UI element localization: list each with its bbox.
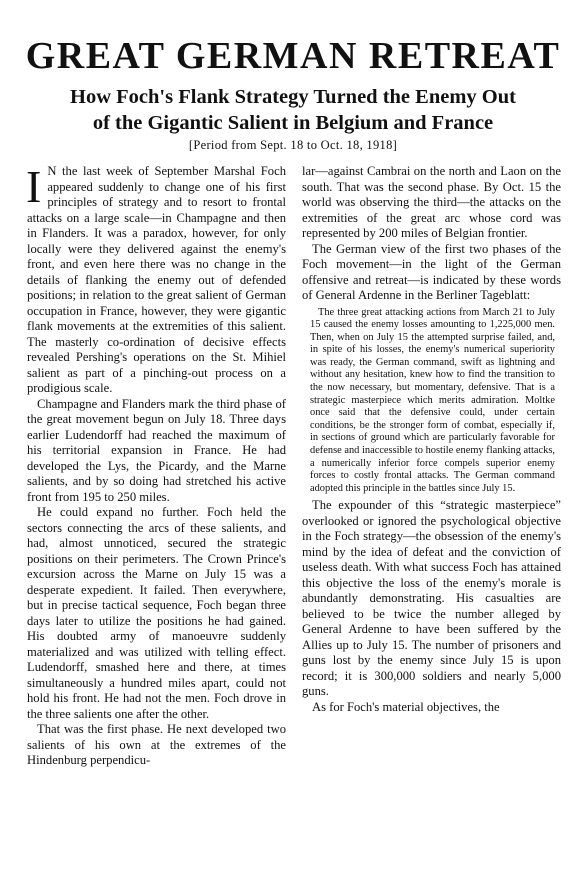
paragraph-1-text: N the last week of September Marshal Foch appeared suddenly to change one of his first principles of strategy and to resort to frontal attacks on a large scale—in Champagne and then in Flanders. It was a paradox, however, for only locally were they delivered against the enemy's front, and even here there was no change in the details of flanking the enemy out of defended positions; in relation to the great salient of German occupation in France, however, they were gigantic flank movements at the extremities of this salient. The masterly co-ordination of decisive effects revealed Pershing's operations on the St. Mihiel salient as part of a pinching-out process on a prodigious scale.: [27, 164, 286, 395]
paragraph-2: Champagne and Flanders mark the third phase of the great movement begun on July 18. Three days earlier Ludendorff had reached the maximum of his territorial expansion in France. He had developed the Lys, the Picardy, and the Marne salients, and by so doing had stretched his active front from 195 to 250 miles.: [27, 396, 286, 504]
paragraph-6: The German view of the first two phases of the Foch movement—in the light of the German offensive and retreat—is indicated by these words of General Ardenne in the Berliner Tageblatt:: [302, 241, 561, 302]
block-quote: [310, 307, 555, 496]
paragraph-7: The expounder of this “strategic masterpiece” overlooked or ignored the psychological objective in the Foch strategy—the obsession of the enemy's mind by the idea of defeat and the conviction of useless death. With what success Foch has attained this objective the loss of the enemy's morale is abundantly demonstrating. His casualties are believed to be twice the number alleged by General Ardenne to have been suffered by the Allies up to July 15. The number of prisoners and guns lost by the enemy since July 15 is upon record; it is 300,000 soldiers and nearly 5,000 guns.: [302, 498, 561, 699]
headline: GREAT GERMAN RETREAT: [25, 35, 561, 77]
left-column: [26, 161, 286, 769]
paragraph-1: [26, 161, 286, 397]
paragraph-4: That was the first phase. He next developed two salients of his own at the extremes of the Hindenburg perpendicu-: [27, 722, 286, 767]
right-column: [302, 164, 561, 715]
quote-text: The three great attacking actions from March 21 to July 15 caused the enemy losses amounting to 1,225,000 men. Then, when on July 15 the attempted surprise failed, and, in spite of his losses, the enemy's numerical superiority was ready, the German command, swift as lightning and without any hesitation, knew how to find the transition to the now necessary, but momentary, defensive. That is a strategic masterpiece which merits admiration. Moltke once said that the defensive could, under certain conditions, be the stronger form of combat, especially if, in sections of ground which are particularly favorable for defense and inaccessible to hostile enemy flanking attacks, a numerically inferior force compels superior enemy forces to costly frontal attacks. The German command adopted this principle in the battles since July 15.: [310, 306, 555, 494]
paragraph-8: As for Foch's material objectives, the: [312, 699, 500, 714]
subtitle: How Foch's Flank Strategy Turned the Enemy Out of the Gigantic Salient in Belgium and France: [70, 86, 516, 134]
period-line: [Period from Sept. 18 to Oct. 18, 1918]: [188, 138, 398, 152]
paragraph-5: lar—against Cambrai on the north and Laon on the south. That was the second phase. By Oct. 15 the world was observing the third—the attacks on the extremities of the great arc whose cord was represented by 200 miles of Belgian frontier.: [302, 164, 561, 240]
drop-cap: I: [26, 161, 42, 212]
paragraph-3: He could expand no further. Foch held the sectors connecting the arcs of these salients, and had, almost unnoticed, secured the strategic positions on their perimeters. The Crown Prince's excursion across the Marne on July 15 was a desperate expedient. It failed. Then everywhere, but in precise tactical sequence, Foch began three days later to utilize the positions he had gained. His doubted army of manoeuvre suddenly materialized and was utilized with telling effect. Ludendorff, smashed here and there, at times simultaneously a hundred miles apart, could not hold his front. He had not the men. Foch drove in the three salients one after the other.: [27, 505, 286, 721]
